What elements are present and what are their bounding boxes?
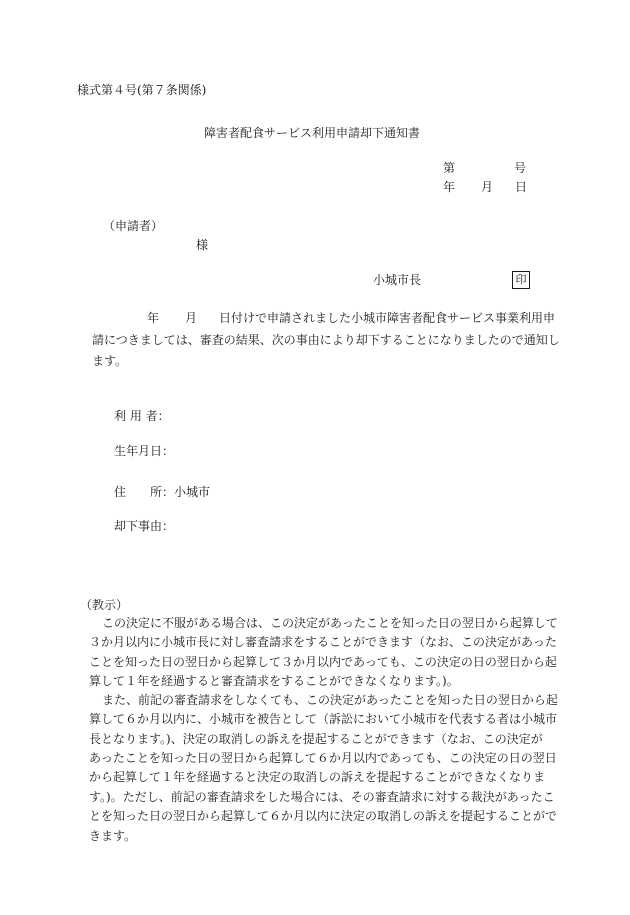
document-number-suffix: 号 xyxy=(514,161,527,175)
issuer-name: 小城市長 xyxy=(373,273,422,287)
body-line-1-text: 日付けで申請されました小城市障害者配食サービス事業利用申 xyxy=(219,311,556,325)
body-line-3: ます。 xyxy=(92,354,128,368)
date-month-label: 月 xyxy=(481,180,494,194)
rejection-reason-label: 却下事由： xyxy=(114,519,175,533)
body-month-label: 月 xyxy=(185,311,198,325)
user-field-label: 利 用 者： xyxy=(114,409,170,423)
form-number: 様式第４号(第７条関係) xyxy=(77,83,207,97)
applicant-label: （申請者） xyxy=(103,219,164,233)
applicant-honorific: 様 xyxy=(196,238,209,252)
seal-mark: 印 xyxy=(512,271,530,289)
body-year-label: 年 xyxy=(147,311,160,325)
date-year-label: 年 xyxy=(443,180,456,194)
notice-heading: （教示） xyxy=(80,598,129,612)
document-title: 障害者配食サービス利用申請却下通知書 xyxy=(204,126,421,140)
document-number-label: 第 xyxy=(443,161,456,175)
address-field-label: 住 所：小城市 xyxy=(114,485,211,499)
body-line-2: 請につきましては、審査の結果、次の事由により却下することになりましたので通知し xyxy=(92,333,560,347)
date-day-label: 日 xyxy=(515,180,528,194)
birthdate-field-label: 生年月日： xyxy=(114,444,175,458)
